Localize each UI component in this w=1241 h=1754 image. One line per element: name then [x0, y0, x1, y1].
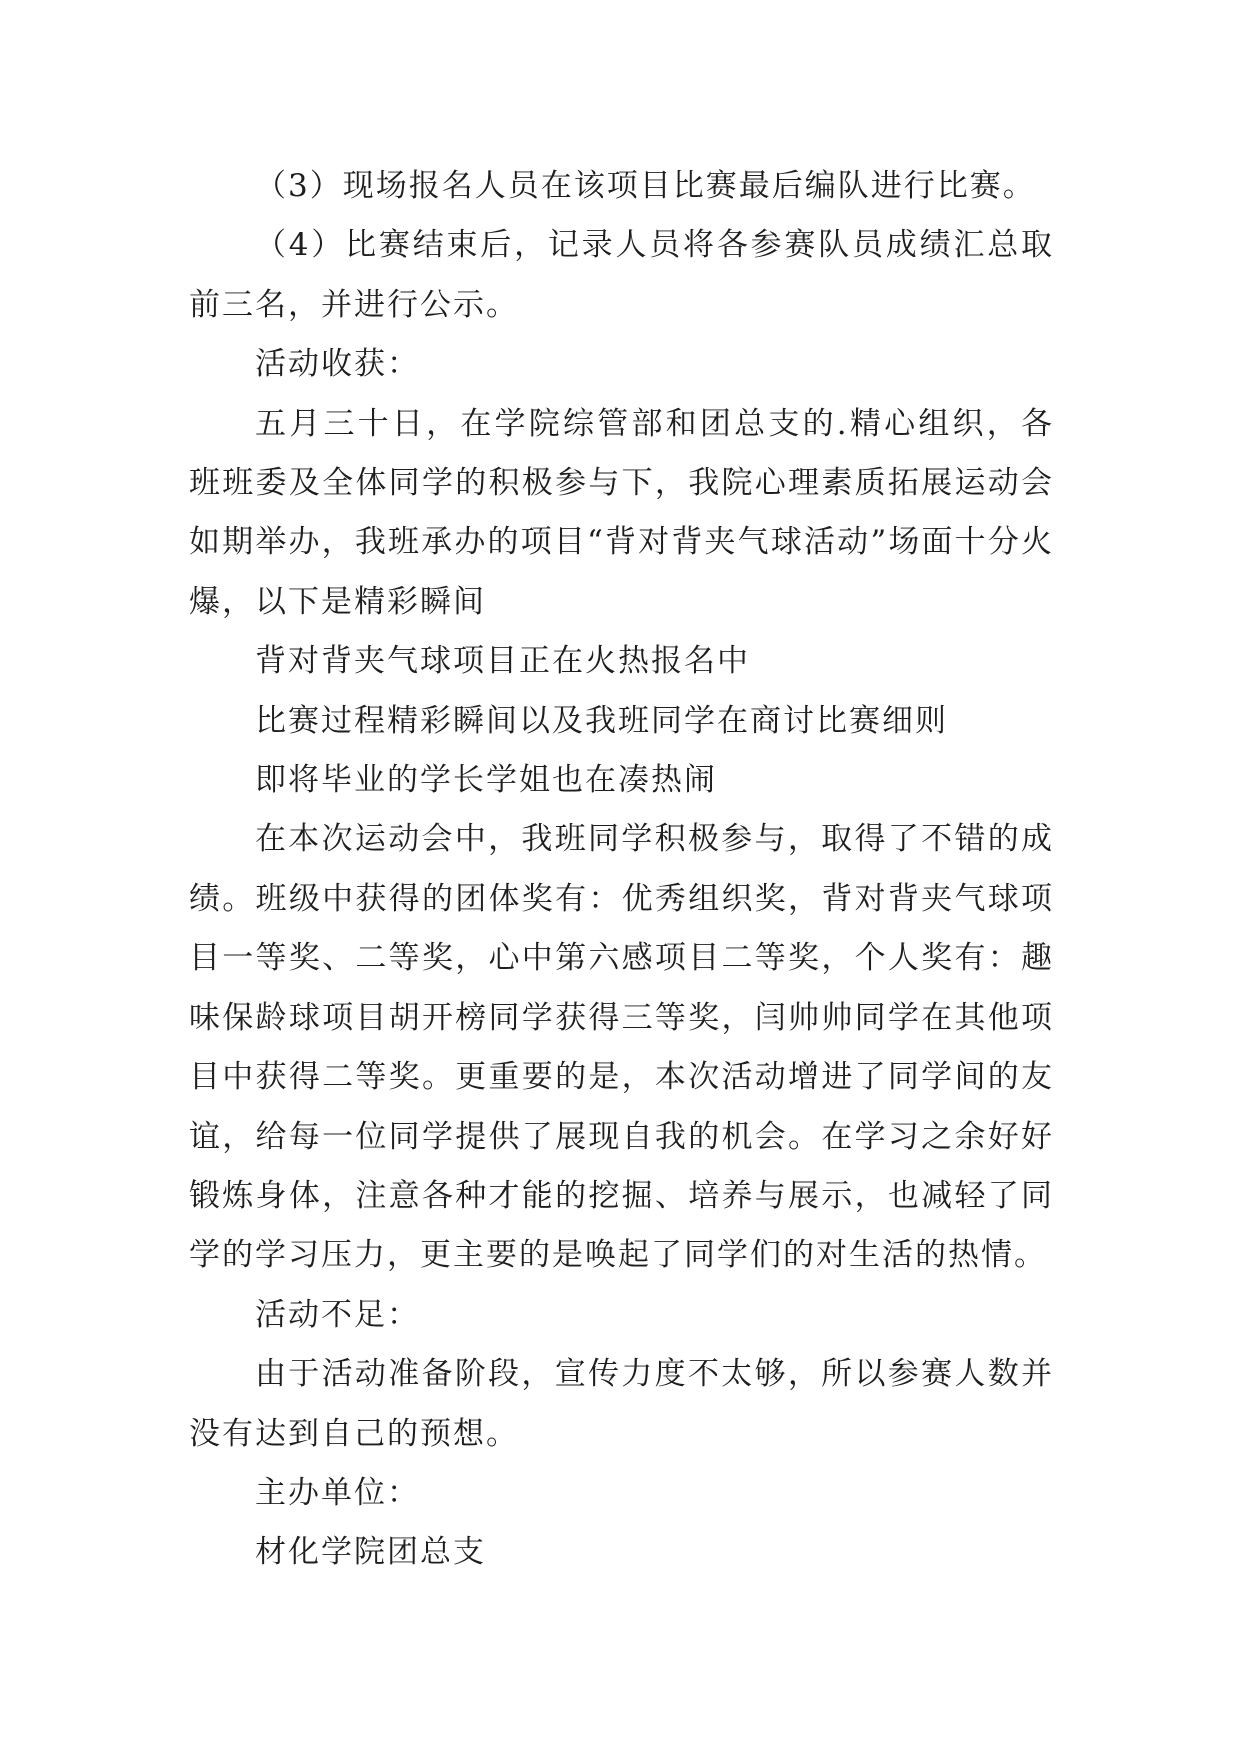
paragraph-event-summary: 五月三十日，在学院综管部和团总支的.精心组织，各班班委及全体同学的积极参与下，我院心理素质拓展运动会如期举办，我班承办的项目“背对背夹气球活动”场面十分火爆，以下是精彩瞬间: [189, 405, 1054, 620]
section-heading-shortcomings: 活动不足：: [255, 1296, 420, 1333]
caption-competition-moments: 比赛过程精彩瞬间以及我班同学在商讨比赛细则: [255, 702, 948, 739]
paragraph-item-4-rule: （4）比赛结束后，记录人员将各参赛队员成绩汇总取前三名，并进行公示。: [189, 227, 1054, 323]
paragraph-awards: 在本次运动会中，我班同学积极参与，取得了不错的成绩。班级中获得的团体奖有：优秀组织奖，背对背夹气球项目一等奖、二等奖，心中第六感项目二等奖，个人奖有：趣味保龄球项目胡开榜同学获得三等奖，闫帅帅同学在其他项目中获得二等奖。更重要的是，本次活动增进了同学间的友谊，给每一位同学提供了展现自我的机会。在学习之余好好锻炼身体，注意各种才能的挖掘、培养与展示，也减轻了同学的学习压力，更主要的是唤起了同学们的对生活的热情。: [189, 821, 1054, 1274]
caption-graduates: 即将毕业的学长学姐也在凑热闹: [255, 762, 717, 799]
section-heading-organizer: 主办单位：: [255, 1474, 420, 1511]
document-body: [189, 157, 1054, 1583]
paragraph-item-3-rule: （3）现场报名人员在该项目比赛最后编队进行比赛。: [255, 168, 1036, 204]
paragraph-shortcomings: 由于活动准备阶段，宣传力度不太够，所以参赛人数并没有达到自己的预想。: [189, 1356, 1054, 1452]
caption-registration: 背对背夹气球项目正在火热报名中: [255, 643, 750, 680]
section-heading-outcomes: 活动收获：: [255, 346, 420, 383]
organizer-name: 材化学院团总支: [255, 1534, 486, 1571]
